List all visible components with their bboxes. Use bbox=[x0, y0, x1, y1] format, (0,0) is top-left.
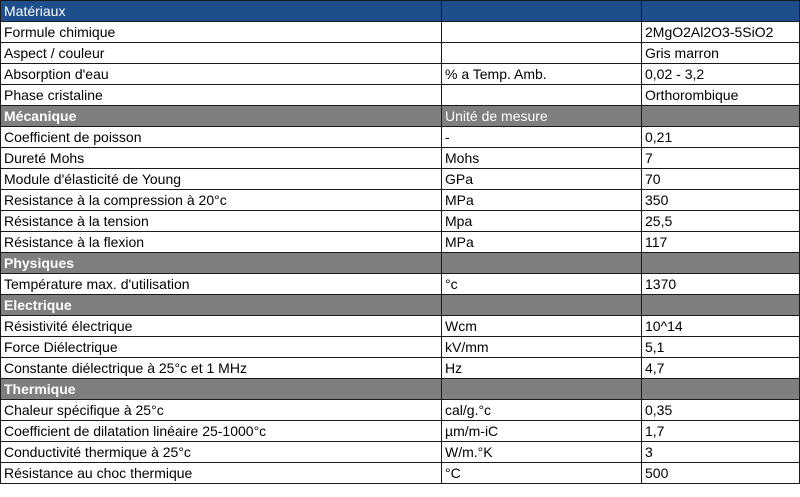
table-row bbox=[1, 337, 800, 358]
properties-table-body bbox=[1, 1, 800, 484]
unit-cell bbox=[442, 43, 642, 64]
unit-cell: kV/mm bbox=[442, 337, 642, 358]
section-value-cell bbox=[642, 253, 800, 274]
table-row bbox=[1, 400, 800, 421]
section-value-cell bbox=[642, 295, 800, 316]
table-row bbox=[1, 190, 800, 211]
unit-cell: MPa bbox=[442, 190, 642, 211]
section-value-cell bbox=[642, 106, 800, 127]
value-cell: 117 bbox=[642, 232, 800, 253]
value-cell: 5,1 bbox=[642, 337, 800, 358]
table-row bbox=[1, 421, 800, 442]
section-header-row bbox=[1, 106, 800, 127]
table-row bbox=[1, 22, 800, 43]
value-cell: 350 bbox=[642, 190, 800, 211]
unit-cell: °C bbox=[442, 463, 642, 484]
property-label: Constante diélectrique à 25°c et 1 MHz bbox=[1, 358, 442, 379]
value-cell: 10^14 bbox=[642, 316, 800, 337]
section-unit-cell bbox=[442, 379, 642, 400]
value-cell: 0,21 bbox=[642, 127, 800, 148]
table-row bbox=[1, 64, 800, 85]
property-label: Module d'élasticité de Young bbox=[1, 169, 442, 190]
table-row bbox=[1, 358, 800, 379]
value-cell: 3 bbox=[642, 442, 800, 463]
unit-cell: GPa bbox=[442, 169, 642, 190]
table-title-row bbox=[1, 1, 800, 22]
value-cell: 70 bbox=[642, 169, 800, 190]
unit-cell: W/m.°K bbox=[442, 442, 642, 463]
value-cell: 4,7 bbox=[642, 358, 800, 379]
property-label: Absorption d'eau bbox=[1, 64, 442, 85]
unit-cell bbox=[442, 85, 642, 106]
section-property-label: Thermique bbox=[1, 379, 442, 400]
value-cell: 1370 bbox=[642, 274, 800, 295]
unit-cell: µm/m-iC bbox=[442, 421, 642, 442]
unit-cell: °c bbox=[442, 274, 642, 295]
property-label: Aspect / couleur bbox=[1, 43, 442, 64]
unit-cell: Hz bbox=[442, 358, 642, 379]
property-label: Dureté Mohs bbox=[1, 148, 442, 169]
section-unit-cell bbox=[442, 253, 642, 274]
table-row bbox=[1, 85, 800, 106]
property-label: Résistance à la flexion bbox=[1, 232, 442, 253]
section-header-row bbox=[1, 379, 800, 400]
value-cell: 25,5 bbox=[642, 211, 800, 232]
property-label: Phase cristaline bbox=[1, 85, 442, 106]
table-row bbox=[1, 442, 800, 463]
section-property-label: Mécanique bbox=[1, 106, 442, 127]
property-label: Conductivité thermique à 25°c bbox=[1, 442, 442, 463]
property-label: Chaleur spécifique à 25°c bbox=[1, 400, 442, 421]
table-row bbox=[1, 316, 800, 337]
table-row bbox=[1, 274, 800, 295]
table-row bbox=[1, 463, 800, 484]
section-property-label: Electrique bbox=[1, 295, 442, 316]
unit-cell: Wcm bbox=[442, 316, 642, 337]
table-title: Matériaux bbox=[1, 1, 442, 22]
table-title-empty-cell bbox=[642, 1, 800, 22]
unit-cell: Mpa bbox=[442, 211, 642, 232]
table-row bbox=[1, 43, 800, 64]
value-cell: 1,7 bbox=[642, 421, 800, 442]
section-unit-cell bbox=[442, 295, 642, 316]
property-label: Formule chimique bbox=[1, 22, 442, 43]
unit-cell: cal/g.°c bbox=[442, 400, 642, 421]
table-row bbox=[1, 211, 800, 232]
unit-cell bbox=[442, 22, 642, 43]
unit-cell: Mohs bbox=[442, 148, 642, 169]
property-label: Température max. d'utilisation bbox=[1, 274, 442, 295]
property-label: Résistance au choc thermique bbox=[1, 463, 442, 484]
value-cell: Orthorombique bbox=[642, 85, 800, 106]
property-label: Résistance à la tension bbox=[1, 211, 442, 232]
property-label: Coefficient de poisson bbox=[1, 127, 442, 148]
property-label: Force Diélectrique bbox=[1, 337, 442, 358]
property-label: Resistance à la compression à 20°c bbox=[1, 190, 442, 211]
property-label: Résistivité électrique bbox=[1, 316, 442, 337]
table-row bbox=[1, 169, 800, 190]
table-title-empty-cell bbox=[442, 1, 642, 22]
section-value-cell bbox=[642, 379, 800, 400]
table-row bbox=[1, 148, 800, 169]
value-cell: 0,02 - 3,2 bbox=[642, 64, 800, 85]
section-header-row bbox=[1, 253, 800, 274]
value-cell: 2MgO2Al2O3-5SiO2 bbox=[642, 22, 800, 43]
unit-cell: MPa bbox=[442, 232, 642, 253]
property-label: Coefficient de dilatation linéaire 25-1000°c bbox=[1, 421, 442, 442]
section-header-row bbox=[1, 295, 800, 316]
section-property-label: Physiques bbox=[1, 253, 442, 274]
unit-cell: % a Temp. Amb. bbox=[442, 64, 642, 85]
value-cell: 0,35 bbox=[642, 400, 800, 421]
value-cell: Gris marron bbox=[642, 43, 800, 64]
unit-cell: - bbox=[442, 127, 642, 148]
table-row bbox=[1, 232, 800, 253]
section-unit-cell: Unité de mesure bbox=[442, 106, 642, 127]
table-row bbox=[1, 127, 800, 148]
value-cell: 7 bbox=[642, 148, 800, 169]
value-cell: 500 bbox=[642, 463, 800, 484]
